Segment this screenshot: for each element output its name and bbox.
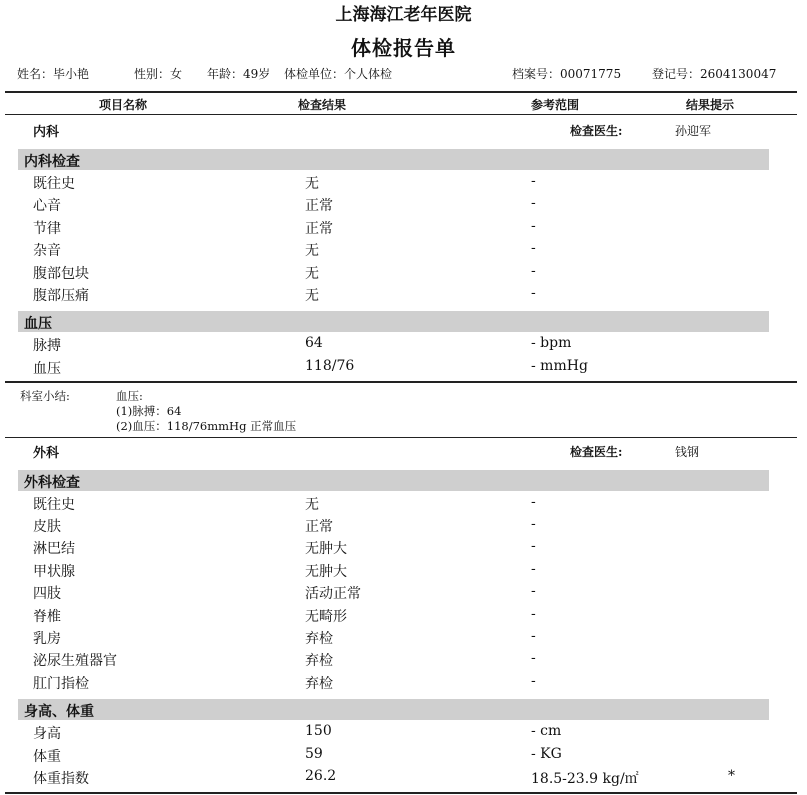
table-row [0, 173, 807, 195]
item-range: - [531, 173, 536, 189]
table-row [0, 768, 807, 790]
item-name: 淋巴结 [33, 541, 75, 557]
section-title: 身高、体重 [24, 704, 94, 720]
item-result: 64 [305, 335, 323, 351]
table-row [0, 195, 807, 217]
item-result: 26.2 [305, 768, 337, 784]
item-name: 四肢 [33, 586, 61, 602]
section-header [18, 311, 769, 332]
col-result: 检查结果 [298, 98, 347, 112]
item-name: 体重指数 [33, 771, 89, 787]
table-row [0, 583, 807, 605]
department-rule [5, 381, 797, 383]
item-result: 活动正常 [305, 586, 361, 602]
table-row [0, 606, 807, 628]
item-range: - [531, 263, 536, 279]
item-result: 无 [305, 288, 319, 304]
table-row [0, 494, 807, 516]
item-range: - bpm [531, 335, 572, 351]
summary-line: 血压: [116, 389, 143, 403]
table-row [0, 516, 807, 538]
table-row [0, 263, 807, 285]
table-row [0, 746, 807, 768]
item-name: 甲状腺 [33, 564, 75, 580]
item-range: - [531, 650, 536, 666]
table-row [0, 285, 807, 307]
table-row [0, 335, 807, 357]
exam-unit: 体检单位：个人体检 [284, 67, 393, 81]
item-range: - [531, 494, 536, 510]
table-row [0, 218, 807, 240]
table-row [0, 240, 807, 262]
file-number: 档案号：00071775 [512, 67, 622, 81]
header-rule [5, 91, 797, 93]
column-header-rule [5, 114, 797, 115]
section-header [18, 149, 769, 170]
patient-name: 姓名：毕小艳 [17, 67, 90, 81]
item-name: 腹部包块 [33, 266, 89, 282]
item-range: - [531, 606, 536, 622]
section-header [18, 470, 769, 491]
item-name: 脉搏 [33, 338, 61, 354]
table-row [0, 538, 807, 560]
dept-name-internal: 内科 [33, 125, 60, 140]
item-result: 118/76 [305, 358, 355, 374]
summary-label: 科室小结: [20, 389, 70, 403]
section-title: 血压 [24, 316, 52, 332]
registration-number: 登记号：2604130047 [652, 67, 777, 81]
summary-line: (1)脉搏：64 [116, 404, 182, 418]
item-range: - [531, 538, 536, 554]
item-result: 无畸形 [305, 609, 347, 625]
item-result: 无 [305, 243, 319, 259]
item-result: 无肿大 [305, 541, 347, 557]
department-rule [5, 437, 797, 438]
item-range: - [531, 285, 536, 301]
patient-age: 年龄：49岁 [207, 67, 271, 81]
summary-line: (2)血压：118/76mmHg 正常血压 [116, 419, 297, 433]
col-item-name: 项目名称 [99, 98, 148, 112]
item-result: 正常 [305, 221, 333, 237]
patient-gender: 性别：女 [134, 67, 183, 81]
item-range: - [531, 628, 536, 644]
item-range: - [531, 218, 536, 234]
item-result: 正常 [305, 519, 333, 535]
item-result: 无 [305, 266, 319, 282]
item-name: 血压 [33, 361, 61, 377]
item-name: 杂音 [33, 243, 61, 259]
item-range: - [531, 561, 536, 577]
item-result: 无肿大 [305, 564, 347, 580]
section-title: 内科检查 [24, 154, 80, 170]
item-result: 150 [305, 723, 332, 739]
item-name: 乳房 [33, 631, 61, 647]
item-range: 18.5-23.9 kg/㎡ [531, 771, 639, 787]
item-name: 脊椎 [33, 609, 61, 625]
item-result: 59 [305, 746, 323, 762]
item-range: - mmHg [531, 358, 588, 374]
item-range: - [531, 516, 536, 532]
item-name: 既往史 [33, 176, 75, 192]
item-name: 泌尿生殖器官 [33, 653, 117, 669]
item-result: 无 [305, 497, 319, 513]
item-result: 正常 [305, 198, 333, 214]
col-result-hint: 结果提示 [686, 98, 735, 112]
table-row [0, 561, 807, 583]
col-reference-range: 参考范围 [531, 98, 580, 112]
item-range: - [531, 673, 536, 689]
section-title: 外科检查 [24, 475, 80, 491]
section-header [18, 699, 769, 720]
abnormal-flag: * [728, 768, 735, 784]
table-row [0, 723, 807, 745]
doctor-label: 检查医生: [570, 124, 623, 138]
item-name: 肛门指检 [33, 676, 89, 692]
doctor-label: 检查医生: [570, 445, 623, 459]
item-range: - cm [531, 723, 562, 739]
table-row [0, 673, 807, 695]
doctor-name: 钱钢 [675, 445, 700, 459]
item-name: 心音 [33, 198, 61, 214]
hospital-name: 上海海江老年医院 [335, 5, 472, 25]
table-row [0, 358, 807, 380]
item-name: 身高 [33, 726, 61, 742]
item-name: 腹部压痛 [33, 288, 89, 304]
report-title: 体检报告单 [351, 36, 456, 60]
item-name: 既往史 [33, 497, 75, 513]
item-range: - [531, 583, 536, 599]
item-range: - KG [531, 746, 562, 762]
dept-name-surgery: 外科 [33, 446, 60, 461]
item-range: - [531, 195, 536, 211]
item-result: 弃检 [305, 653, 333, 669]
bottom-rule [5, 792, 797, 794]
item-result: 弃检 [305, 676, 333, 692]
table-row [0, 628, 807, 650]
table-row [0, 650, 807, 672]
item-name: 节律 [33, 221, 61, 237]
item-result: 无 [305, 176, 319, 192]
item-name: 皮肤 [33, 519, 61, 535]
item-name: 体重 [33, 749, 61, 765]
item-range: - [531, 240, 536, 256]
item-result: 弃检 [305, 631, 333, 647]
doctor-name: 孙迎军 [675, 124, 712, 138]
